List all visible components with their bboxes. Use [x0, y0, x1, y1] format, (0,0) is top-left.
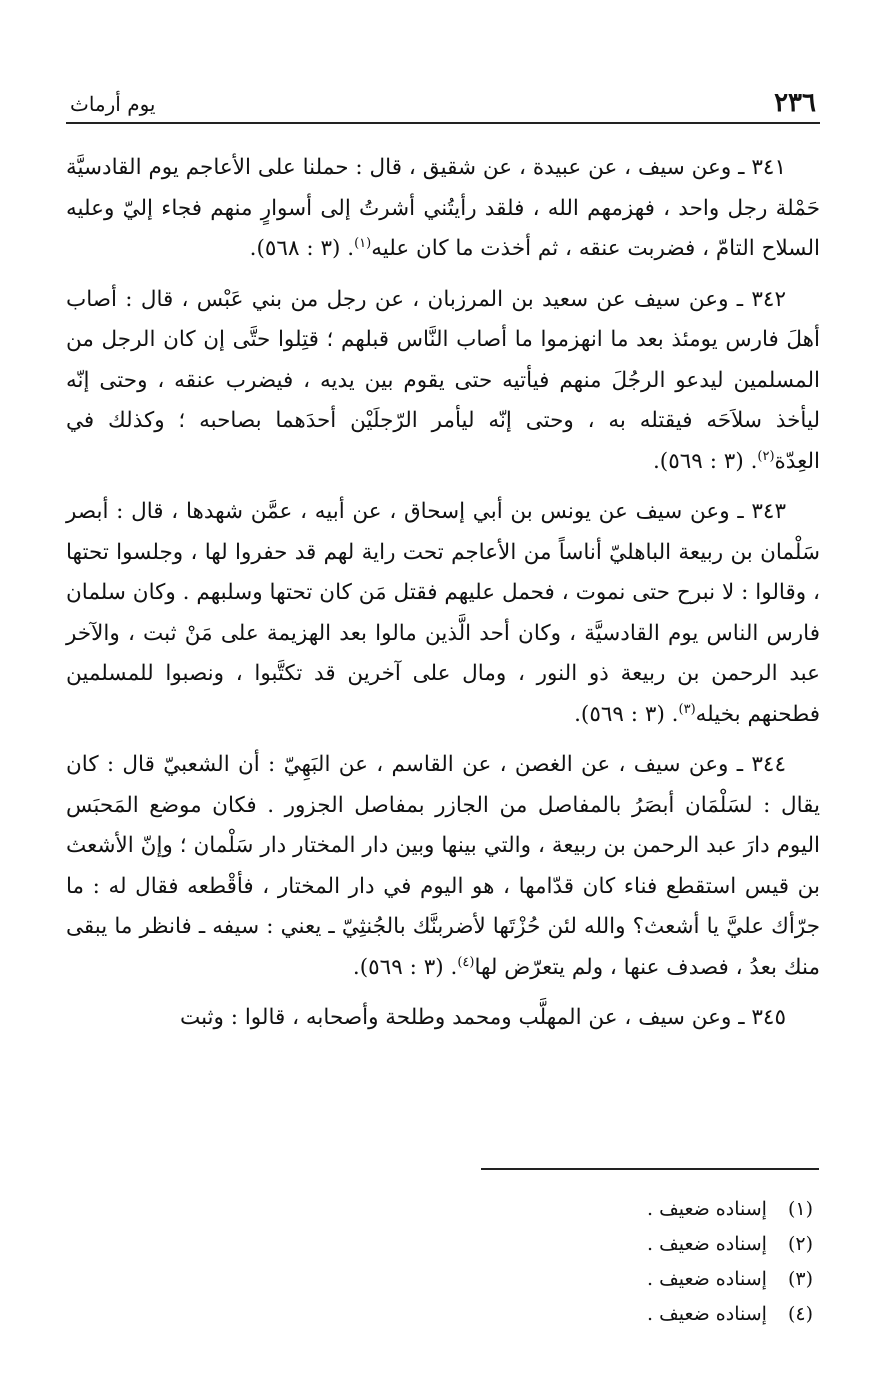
paragraph-341: [66, 148, 820, 270]
paragraph-text: ٣٤٣ ـ وعن سيف عن يونس بن أبي إسحاق ، عن أبيه ، عمَّن شهدها ، قال : أبصر سَلْمان بن ربيعة الباهليّ أناساً من الأعاجم تحت راية لهم قد حفروا لها ، وجلسوا تحتها ، وقالوا : لا نبرح حتى نموت ، فحمل عليهم فقتل مَن كان تحتها وسلبهم . وكان سلمان فارس الناس يوم القادسيَّة ، وكان أحد الَّذين مالوا بعد الهزيمة على مَنْ ثبت ، والآخر عبد الرحمن بن ربيعة ذو النور ، ومال على آخرين قد تكتَّبوا ، ونصبوا للمسلمين فطحنهم بخيله: [66, 499, 820, 727]
footnote-text: إسناده ضعيف .: [646, 1303, 767, 1325]
footnote-marker: (٤): [457, 954, 475, 970]
source-reference: . (٣ : ٥٦٩).: [652, 448, 758, 474]
footnote-text: إسناده ضعيف .: [646, 1233, 767, 1255]
footnotes-list: [393, 1192, 813, 1332]
page-number: ٢٣٦: [774, 88, 816, 118]
paragraph-text: ٣٤١ ـ وعن سيف ، عن عبيدة ، عن شقيق ، قال : حملنا على الأعاجم يوم القادسيَّة حَمْلة رجل واحد ، فهزمهم الله ، فلقد رأيتُني أشرتُ إلى أسوارٍ منهم فجاء إليّ وعليه السلاح التامّ ، فضربت عنقه ، ثم أخذت ما كان عليه: [66, 155, 820, 261]
source-reference: . (٣ : ٥٦٩).: [352, 954, 458, 980]
paragraph-343: [66, 492, 820, 735]
footnote-marker: (٣): [678, 701, 696, 717]
footnote-number: (٣): [787, 1268, 813, 1290]
page-header: [66, 82, 820, 124]
footnote-number: (٤): [787, 1303, 813, 1325]
paragraph-text: ٣٤٢ ـ وعن سيف عن سعيد بن المرزبان ، عن رجل من بني عَبْس ، قال : أصاب أهلَ فارس يومئذ بعد ما انهزموا ما أصاب النَّاس قبلهم ؛ قتِلوا حتَّى إن كان الرجل من المسلمين ليدعو الرجُلَ منهم فيأتيه حتى يقوم بين يديه ، فيضرب عنقه ، وحتى إنّه ليأخذ سلاَحَه فيقتله به ، وحتى إنّه ليأمر الرّجلَيْن أحدَهما بصاحبه ؛ وكذلك في العِدّة: [66, 286, 820, 474]
footnote-marker: (١): [354, 235, 372, 251]
paragraph-342: [66, 280, 820, 483]
footnote-text: إسناده ضعيف .: [646, 1198, 767, 1220]
footnote-item: [393, 1262, 813, 1297]
footnote-item: [393, 1192, 813, 1227]
footnote-divider: [481, 1168, 819, 1170]
paragraph-text: ٣٤٥ ـ وعن سيف ، عن المهلَّب ومحمد وطلحة وأصحابه ، قالوا : وثبت: [179, 1005, 786, 1030]
footnote-text: إسناده ضعيف .: [646, 1268, 767, 1290]
footnote-number: (١): [787, 1198, 813, 1220]
footnote-number: (٢): [787, 1233, 813, 1255]
main-text: [66, 148, 820, 1039]
source-reference: . (٣ : ٥٦٩).: [574, 701, 679, 727]
paragraph-345: [66, 998, 820, 1039]
paragraph-344: [66, 745, 820, 988]
paragraph-text: ٣٤٤ ـ وعن سيف ، عن الغصن ، عن القاسم ، عن البَهِيّ : أن الشعبيّ قال : كان يقال : لسَلْمَان أبصَرُ بالمفاصل من الجازر بمفاصل الجزور . فكان موضع المَحبَس اليوم دارَ عبد الرحمن بن ربيعة ، والتي بينها وبين دار المختار دار سَلْمان ؛ وإنّ الأشعث بن قيس استقطع فناء كان قدّامها ، هو اليوم في دار المختار ، فأقْطعه فقال له : ما جرّأك عليَّ يا أشعث؟ والله لئن حُزْتَها لأضربنَّك بالجُنثِيّ ـ يعني : سيفه ـ فانظر ما يبقى منك بعدُ ، فصدف عنها ، ولم يتعرّض لها: [66, 752, 820, 980]
running-title: يوم أرماث: [70, 92, 156, 116]
footnote-item: [393, 1227, 813, 1262]
footnote-marker: (٢): [757, 448, 775, 464]
source-reference: . (٣ : ٥٦٨).: [249, 236, 355, 261]
footnote-item: [393, 1297, 813, 1332]
